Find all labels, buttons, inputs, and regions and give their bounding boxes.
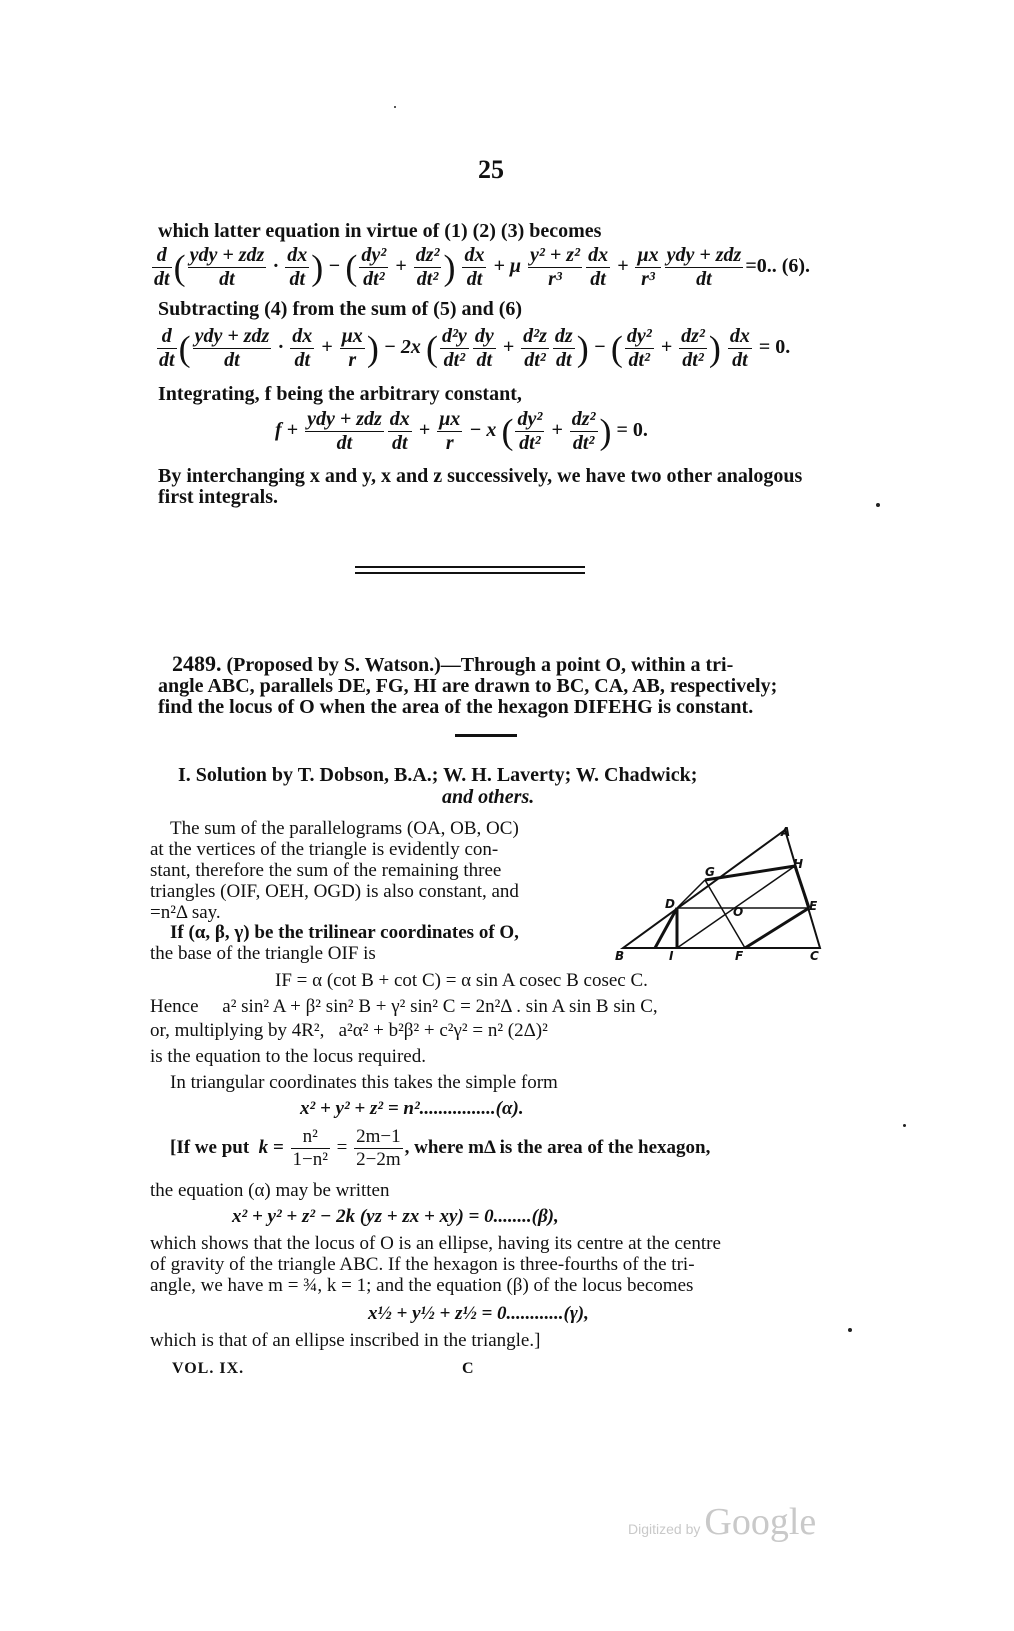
para1-line-3: triangles (OIF, OEH, OGD) is also constant, and	[150, 881, 519, 902]
problem-text-1: (Proposed by S. Watson.)—Through a point O, within a tri-	[226, 654, 734, 676]
equation-8: f + $\frac{\text{ydy + zdz}}{dt}$ $\frac{dx}{dt}$ + $\frac{\mu x}{r}$ − x ( $\frac{\text{dy²}}{\text{dt²}}$ + $\frac{\text{dz²}}{\text{dt²}}$ ) = 0.	[275, 408, 648, 454]
frac1-den: 1−n²	[292, 1149, 328, 1170]
solution-heading-2: and others.	[442, 786, 535, 808]
equation-7: $\frac{d}{dt}$ ( $\frac{\text{ydy + zdz}}{dt}$ · $\frac{dx}{dt}$ + $\frac{\mu x}{r}$ ) − 2x ( $\frac{\text{d²y}}{\text{dt²}}$ $\frac{dy}{dt}$ + $\frac{\text{d²z}}{\text{dt²}}$ $\frac{dz}{dt}$ ) − ( $\frac{\text{dy²}}{\text{dt²}}$ + $\frac{\text{dz²}}{\text{dt²}}$ ) $\frac{dx}{dt}$ = 0.	[159, 325, 791, 371]
short-divider	[455, 734, 517, 737]
shows-line-1: which shows that the locus of O is an ellipse, having its centre at the centre	[150, 1233, 721, 1254]
problem-line-1	[172, 653, 882, 676]
intro-line: which latter equation in virtue of (1) (2) (3) becomes	[158, 220, 602, 242]
hence-line: Hence a² sin² A + β² sin² B + γ² sin² C = 2n²Δ . sin A sin B sin C,	[150, 996, 658, 1017]
figure-label-b: B	[615, 949, 625, 963]
triangle-figure	[605, 820, 835, 968]
integrating-line: Integrating, f being the arbitrary constant,	[158, 383, 522, 405]
is-line: is the equation to the locus required.	[150, 1046, 426, 1067]
triangular-line: In triangular coordinates this takes the simple form	[170, 1072, 558, 1093]
watermark-prefix: Digitized by	[628, 1521, 701, 1537]
speck-4	[394, 106, 396, 108]
para2-line-1: the base of the triangle OIF is	[150, 943, 376, 964]
problem-number: 2489.	[172, 651, 222, 676]
page-number: 25	[478, 155, 504, 184]
equation-7-tail: = 0.	[758, 336, 791, 359]
digitized-watermark	[628, 1500, 816, 1544]
figure-label-g: G	[705, 865, 715, 879]
final-line: which is that of an ellipse inscribed in the triangle.]	[150, 1330, 541, 1351]
shows-line-2: of gravity of the triangle ABC. If the hexagon is three-fourths of the tri-	[150, 1254, 695, 1275]
eq-gamma: x½ + y½ + z½ = 0............(γ),	[368, 1303, 589, 1324]
solution-heading-1: I. Solution by T. Dobson, B.A.; W. H. Laverty; W. Chadwick;	[178, 764, 698, 786]
if-we-suffix: , where mΔ is the area of the hexagon,	[404, 1136, 711, 1158]
figure-label-h: H	[793, 857, 804, 871]
problem-line-2: angle ABC, parallels DE, FG, HI are drawn to BC, CA, AB, respectively;	[158, 675, 778, 697]
if-we-prefix: [If we put	[170, 1136, 250, 1158]
frac1-num: n²	[291, 1126, 330, 1149]
if-we-put-line: [If we put k = $\frac{\text{n²}}{\text{1−n²}}$ = $\frac{2m-1}{2-2m}$ , where mΔ is the area of the hexagon,	[170, 1126, 711, 1170]
eq-beta: x² + y² + z² − 2k (yz + zx + xy) = 0........(β),	[232, 1206, 559, 1227]
eq-may-line: the equation (α) may be written	[150, 1180, 390, 1201]
footer-signature: C	[462, 1360, 474, 1377]
figure-label-o: O	[733, 905, 744, 919]
figure-label-d: D	[665, 897, 675, 911]
speck-2	[903, 1124, 906, 1127]
watermark-brand: Google	[704, 1501, 817, 1543]
figure-label-a: A	[781, 825, 791, 839]
interchange-line-1: By interchanging x and y, x and z successively, we have two other analogous	[158, 465, 803, 487]
figure-label-c: C	[810, 949, 819, 963]
speck-1	[876, 503, 880, 507]
problem-line-3: find the locus of O when the area of the hexagon DIFEHG is constant.	[158, 696, 754, 718]
figure-label-i: I	[669, 949, 674, 963]
if-we-k: k =	[258, 1136, 284, 1158]
subtract-line: Subtracting (4) from the sum of (5) and (6)	[158, 298, 523, 320]
eq-alpha: x² + y² + z² = n²................(α).	[300, 1098, 524, 1119]
para2-line-0: If (α, β, γ) be the trilinear coordinates of O,	[170, 922, 519, 943]
speck-3	[848, 1328, 852, 1332]
interchange-line-2: first integrals.	[158, 486, 278, 508]
equation-8-tail: = 0.	[616, 419, 648, 442]
figure-label-f: F	[735, 949, 744, 963]
para1-line-4: =n²Δ say.	[150, 902, 221, 923]
figure-label-e: E	[809, 899, 818, 913]
footer-vol: VOL. IX.	[172, 1360, 245, 1377]
eq-if: IF = α (cot B + cot C) = α sin A cosec B cosec C.	[275, 970, 648, 991]
equation-6: $\frac{d}{dt}$ ( $\frac{\text{ydy + zdz}}{dt}$ · $\frac{dx}{dt}$ ) − ( $\frac{\text{dy²}}{\text{dt²}}$ + $\frac{\text{dz²}}{\text{dt²}}$ ) $\frac{dx}{dt}$ + μ $\frac{\text{y² + z²}}{\text{r³}}$ $\frac{dx}{dt}$ + $\frac{\mu x}{\text{r³}}$ $\frac{\text{ydy + zdz}}{dt}$ =0.. (6).	[154, 244, 811, 290]
shows-line-3: angle, we have m = ¾, k = 1; and the equation (β) of the locus becomes	[150, 1275, 694, 1296]
frac2-den: 2−2m	[356, 1149, 401, 1170]
equation-6-label: =0.. (6).	[745, 255, 811, 278]
frac2-num: 2m−1	[356, 1126, 401, 1147]
para1-line-2: stant, therefore the sum of the remaining three	[150, 860, 502, 881]
or-line: or, multiplying by 4R², a²α² + b²β² + c²γ² = n² (2Δ)²	[150, 1020, 548, 1041]
para1-line-0: The sum of the parallelograms (OA, OB, OC)	[170, 818, 519, 839]
para1-line-1: at the vertices of the triangle is evidently con-	[150, 839, 499, 860]
